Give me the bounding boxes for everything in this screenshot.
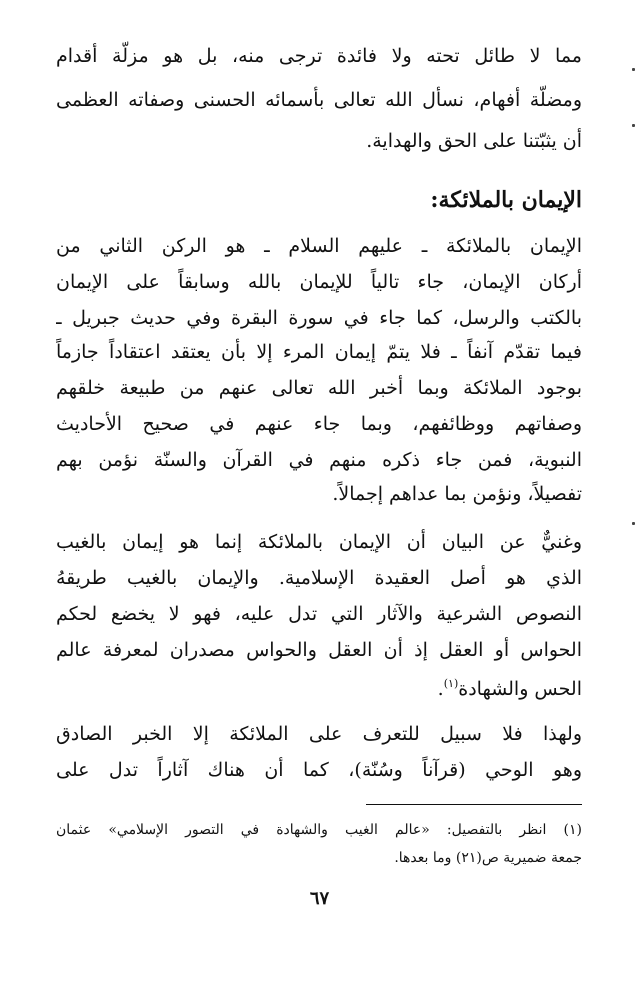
paragraph-1-line-2: ومضلّة أفهام، نسأل الله تعالى بأسمائه الحسنى وصفاته العظمى (56, 89, 582, 111)
page-number: ٦٧ (309, 888, 330, 909)
paragraph-3-line-4: الحواس أو العقل إذ أن العقل والحواس مصدران لمعرفة عالم (56, 639, 582, 661)
scan-speck (632, 522, 635, 525)
paragraph-2-line-5: بوجود الملائكة وبما أخبر الله تعالى عنهم من طبيعة خلقهم (56, 377, 582, 399)
paragraph-2-line-6: وصفاتهم ووظائفهم، وبما جاء عنهم في صحيح الأحاديث (56, 413, 582, 435)
paragraph-2-line-7: النبوية، فمن جاء ذكره منهم في القرآن والسنّة نؤمن بهم (56, 449, 582, 471)
paragraph-3-line-2: الذي هو أصل العقيدة الإسلامية. والإيمان بالغيب طريقهُ (56, 567, 582, 589)
paragraph-3-line-1: وغنيٌّ عن البيان أن الإيمان بالملائكة إنما هو إيمان بالغيب (56, 531, 582, 553)
paragraph-2-line-4: فيما تقدّم آنفاً ـ فلا يتمّ إيمان المرء إلا بأن يعتقد اعتقاداً جازماً (56, 341, 582, 363)
paragraph-2-line-1: الإيمان بالملائكة ـ عليهم السلام ـ هو الركن الثاني من (56, 235, 582, 257)
scan-speck (632, 68, 635, 71)
paragraph-2-line-2: أركان الإيمان، جاء تالياً للإيمان بالله وسابقاً على الإيمان (56, 271, 582, 293)
scan-speck (632, 124, 635, 127)
paragraph-3-last-text: الحس والشهادة (458, 678, 582, 700)
paragraph-3-line-3: النصوص الشرعية والآثار التي تدل عليه، فهو لا يخضع لحكم (56, 603, 582, 625)
paragraph-4-line-1: ولهذا فلا سبيل للتعرف على الملائكة إلا الخبر الصادق (56, 723, 582, 745)
paragraph-1-line-1: مما لا طائل تحته ولا فائدة ترجى منه، بل هو مزلّة أقدام (56, 45, 582, 67)
paragraph-2-line-3: بالكتب والرسل، كما جاء في سورة البقرة وفي حديث جبريل ـ (56, 307, 582, 329)
footnote-reference[interactable]: (١) (443, 677, 459, 690)
footnote-line-1: (١) انظر بالتفصيل: «عالم الغيب والشهادة في التصور الإسلامي» عثمان (56, 822, 582, 838)
footnote-separator (366, 804, 582, 805)
paragraph-3-line-5 (56, 666, 582, 702)
section-heading: الإيمان بالملائكة: (430, 187, 582, 213)
paragraph-3-last-punctuation: . (437, 678, 444, 700)
paragraph-2-line-8: تفصيلاً، ونؤمن بما عداهم إجمالاً. (332, 483, 582, 505)
paragraph-1-line-3: أن يثبّتنا على الحق والهداية. (366, 130, 582, 152)
footnote-line-2: جمعة ضميرية ص(٢١) وما بعدها. (394, 850, 582, 866)
paragraph-4-line-2: وهو الوحي (قرآناً وسُنّة)، كما أن هناك آثاراً تدل على (56, 759, 582, 781)
